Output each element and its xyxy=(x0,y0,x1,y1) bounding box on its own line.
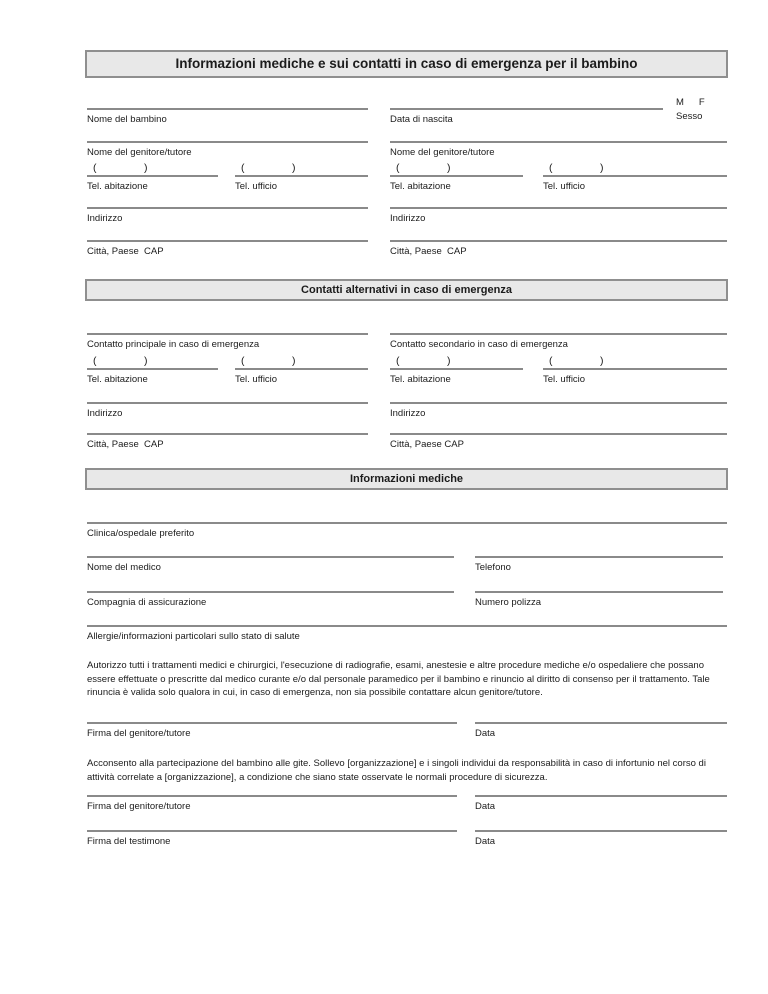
treatment-consent-paragraph: Autorizzo tutti i trattamenti medici e chirurgici, l'esecuzione di radiografie, esami, anestesie e altre procedure mediche e/o ospedaliere che possano essere effettuate o prescritte dal medico curante e/o dal personale paramedico per il bambino e rinuncio al diritto di consenso per il trattamento. Tale rinuncia è valida solo qualora in cui, in caso di emergenza, non sia possibile contattare alcun genitore/tutore. xyxy=(87,660,710,698)
primary-city-group xyxy=(87,433,368,450)
secondary-contact-group xyxy=(390,333,727,350)
paren-open: ( xyxy=(93,355,97,367)
paren-open: ( xyxy=(549,162,553,174)
primary-city-label: Città, Paese CAP xyxy=(87,439,164,450)
parent2-address-label: Indirizzo xyxy=(390,213,426,224)
primary-office-phone-label: Tel. ufficio xyxy=(235,374,278,385)
paren-close: ) xyxy=(447,162,451,174)
secondary-city-label: Città, Paese CAP xyxy=(390,439,464,450)
parent1-home-phone-group xyxy=(87,162,218,192)
parent2-name-label: Nome del genitore/tutore xyxy=(390,147,495,158)
parent1-office-phone-group xyxy=(235,162,368,192)
allergies-group xyxy=(87,625,727,642)
parent2-office-phone-label: Tel. ufficio xyxy=(543,181,586,192)
doctor-name-label: Nome del medico xyxy=(87,562,161,573)
paren-close: ) xyxy=(292,355,296,367)
date1-group xyxy=(475,722,727,739)
clinic-group xyxy=(87,522,727,539)
paren-close: ) xyxy=(600,162,604,174)
doctor-name-group xyxy=(87,556,454,573)
secondary-office-phone-label: Tel. ufficio xyxy=(543,374,586,385)
parent2-home-phone-group xyxy=(390,162,523,192)
child-name-label: Nome del bambino xyxy=(87,114,167,125)
date3-label: Data xyxy=(475,836,496,847)
trip-consent-paragraph: Acconsento alla partecipazione del bambino alle gite. Sollevo [organizzazione] e i singoli individui da responsabilità in caso di infortunio nel corso di attività correlate a [organizzazione], a condizione che siano state osservate le normali procedure di sicurezza. xyxy=(87,758,706,783)
area-code-parens xyxy=(543,162,727,175)
alt-contacts-section-header: Contatti alternativi in caso di emergenza xyxy=(85,279,728,301)
primary-home-phone-label: Tel. abitazione xyxy=(87,374,148,385)
parent2-city-group xyxy=(390,240,727,257)
parent1-name-label: Nome del genitore/tutore xyxy=(87,147,192,158)
primary-home-phone-group xyxy=(87,355,218,385)
witness-signature-group xyxy=(87,830,457,847)
parent2-address-group xyxy=(390,207,727,224)
area-code-parens xyxy=(235,355,368,368)
insurance-company-label: Compagnia di assicurazione xyxy=(87,597,207,608)
insurance-company-group xyxy=(87,591,454,608)
parent-signature2-label: Firma del genitore/tutore xyxy=(87,801,191,812)
primary-office-phone-group xyxy=(235,355,368,385)
parent2-city-label: Città, Paese CAP xyxy=(390,246,467,257)
primary-contact-group xyxy=(87,333,368,350)
secondary-city-group xyxy=(390,433,727,450)
parent2-name-group xyxy=(390,141,727,158)
form-title: Informazioni mediche e sui contatti in caso di emergenza per il bambino xyxy=(85,50,728,78)
parent-signature1-group xyxy=(87,722,457,739)
parent-signature2-group xyxy=(87,795,457,812)
parent1-name-group xyxy=(87,141,368,158)
allergies-label: Allergie/informazioni particolari sullo stato di salute xyxy=(87,631,300,642)
date2-group xyxy=(475,795,727,812)
paren-close: ) xyxy=(144,355,148,367)
sex-option-m[interactable]: M xyxy=(676,97,684,108)
policy-number-label: Numero polizza xyxy=(475,597,541,608)
doctor-phone-group xyxy=(475,556,723,573)
witness-signature-label: Firma del testimone xyxy=(87,836,171,847)
primary-address-group xyxy=(87,402,368,419)
sex-group xyxy=(676,97,705,122)
date3-group xyxy=(475,830,727,847)
area-code-parens xyxy=(87,162,218,175)
secondary-address-group xyxy=(390,402,727,419)
area-code-parens xyxy=(543,355,727,368)
secondary-contact-label: Contatto secondario in caso di emergenza xyxy=(390,339,568,350)
primary-contact-label: Contatto principale in caso di emergenza xyxy=(87,339,260,350)
secondary-address-label: Indirizzo xyxy=(390,408,426,419)
parent1-office-phone-label: Tel. ufficio xyxy=(235,181,278,192)
parent1-home-phone-label: Tel. abitazione xyxy=(87,181,148,192)
birth-date-group xyxy=(390,108,663,125)
secondary-home-phone-label: Tel. abitazione xyxy=(390,374,451,385)
paren-close: ) xyxy=(292,162,296,174)
primary-address-label: Indirizzo xyxy=(87,408,123,419)
area-code-parens xyxy=(87,355,218,368)
paren-open: ( xyxy=(93,162,97,174)
policy-number-group xyxy=(475,591,723,608)
parent2-office-phone-group xyxy=(543,162,727,192)
area-code-parens xyxy=(390,162,523,175)
paren-close: ) xyxy=(600,355,604,367)
paren-open: ( xyxy=(396,162,400,174)
parent1-address-label: Indirizzo xyxy=(87,213,123,224)
secondary-home-phone-group xyxy=(390,355,523,385)
sex-option-f[interactable]: F xyxy=(698,97,705,108)
parent1-city-label: Città, Paese CAP xyxy=(87,246,164,257)
area-code-parens xyxy=(390,355,523,368)
area-code-parens xyxy=(235,162,368,175)
sex-label: Sesso xyxy=(676,111,703,122)
birth-date-label: Data di nascita xyxy=(390,114,453,125)
paren-close: ) xyxy=(144,162,148,174)
date1-label: Data xyxy=(475,728,496,739)
parent1-address-group xyxy=(87,207,368,224)
parent1-city-group xyxy=(87,240,368,257)
paren-close: ) xyxy=(447,355,451,367)
doctor-phone-label: Telefono xyxy=(475,562,511,573)
paren-open: ( xyxy=(549,355,553,367)
date2-label: Data xyxy=(475,801,496,812)
clinic-label: Clinica/ospedale preferito xyxy=(87,528,195,539)
parent2-home-phone-label: Tel. abitazione xyxy=(390,181,451,192)
secondary-office-phone-group xyxy=(543,355,727,385)
medical-section-header: Informazioni mediche xyxy=(85,468,728,490)
paren-open: ( xyxy=(241,162,245,174)
paren-open: ( xyxy=(396,355,400,367)
child-name-group xyxy=(87,108,368,125)
parent-signature1-label: Firma del genitore/tutore xyxy=(87,728,191,739)
paren-open: ( xyxy=(241,355,245,367)
